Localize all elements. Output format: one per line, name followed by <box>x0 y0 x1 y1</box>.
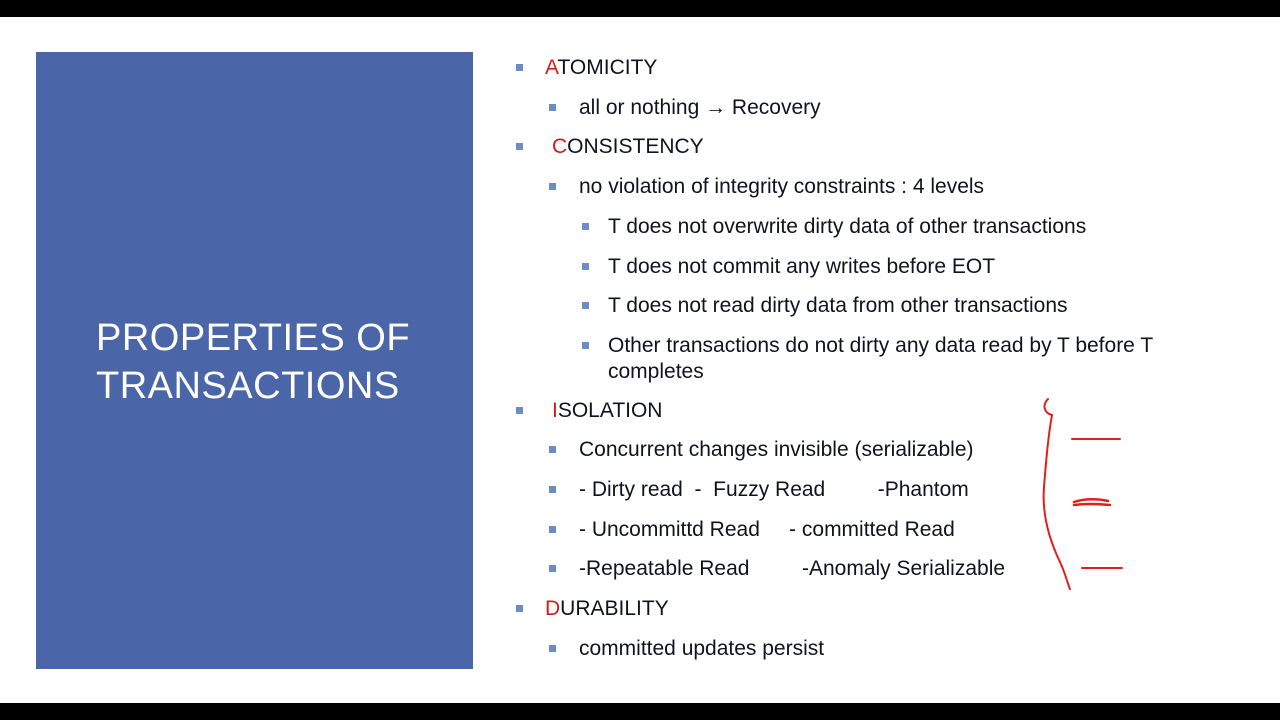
bullet-marker <box>549 446 556 453</box>
bullet-marker <box>549 645 556 652</box>
heading-initial: C <box>552 135 568 158</box>
heading-rest: SOLATION <box>557 399 663 422</box>
consistency-level-1: T does not overwrite dirty data of other transactions <box>608 215 1087 238</box>
heading-rest: TOMICITY <box>557 56 658 79</box>
heading-durability <box>545 596 669 622</box>
isolation-item-3: - Uncommittd Read - committed Read <box>579 518 955 541</box>
consistency-level-4: Other transactions do not dirty any data read by T before T completes <box>608 334 1153 383</box>
bullet-marker <box>549 565 556 572</box>
isolation-item-4: -Repeatable Read -Anomaly Serializable <box>579 557 1006 580</box>
bullet-marker <box>582 223 589 230</box>
bullet-marker <box>549 104 556 111</box>
isolation-item-2: - Dirty read - Fuzzy Read -Phantom <box>579 478 969 501</box>
consistency-level-3: T does not read dirty data from other transactions <box>608 294 1068 317</box>
title-line-1: PROPERTIES OF <box>96 317 411 359</box>
bullet-content <box>0 17 1280 703</box>
heading-consistency <box>552 134 704 160</box>
handwritten-bracket-annotation <box>1030 397 1140 597</box>
consistency-level-2: T does not commit any writes before EOT <box>608 255 996 278</box>
bullet-marker <box>582 263 589 270</box>
atomicity-detail: all or nothing → Recovery <box>579 96 821 119</box>
title-line-2: TRANSACTIONS <box>96 365 400 407</box>
bullet-marker <box>549 486 556 493</box>
heading-atomicity <box>545 55 657 81</box>
heading-initial: I <box>552 399 558 422</box>
slide <box>0 17 1280 703</box>
heading-initial: A <box>545 56 558 79</box>
heading-isolation <box>552 398 662 424</box>
bullet-marker <box>516 407 523 414</box>
bullet-marker <box>516 143 523 150</box>
bullet-marker <box>582 302 589 309</box>
bullet-marker <box>516 605 523 612</box>
bullet-marker <box>549 183 556 190</box>
heading-rest: ONSISTENCY <box>567 135 704 158</box>
isolation-item-1: Concurrent changes invisible (serializable) <box>579 438 974 461</box>
heading-initial: D <box>545 597 561 620</box>
durability-detail: committed updates persist <box>579 637 825 660</box>
bullet-marker <box>582 342 589 349</box>
consistency-detail: no violation of integrity constraints : 4 levels <box>579 175 985 198</box>
bullet-marker <box>516 64 523 71</box>
heading-rest: URABILITY <box>560 597 669 620</box>
bullet-marker <box>549 526 556 533</box>
